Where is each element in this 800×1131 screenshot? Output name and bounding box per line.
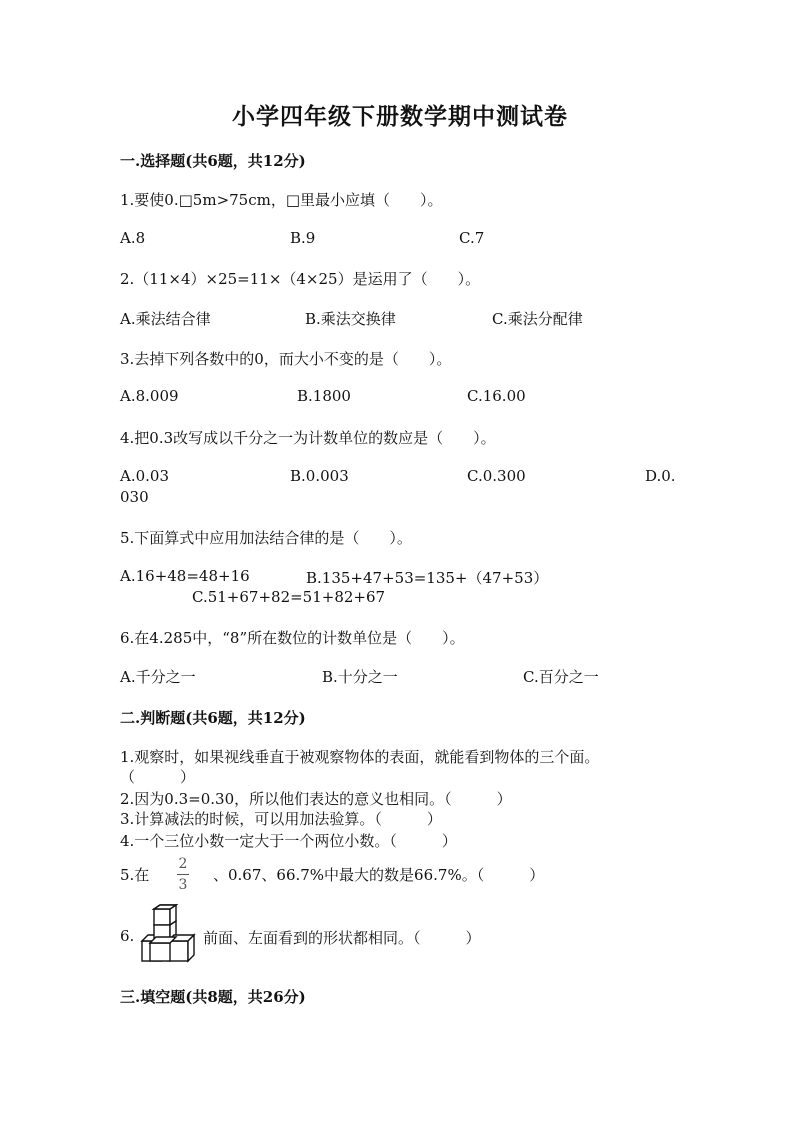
q4-option-b: B.0.003	[290, 467, 349, 485]
judge-question-5-text: 、0.67、66.7%中最大的数是66.7%。（ ）	[213, 866, 545, 884]
question-3: 3.去掉下列各数中的0，而大小不变的是（ ）。	[120, 350, 452, 368]
section-heading-fill: 三.填空题(共8题，共26分)	[120, 988, 306, 1006]
fraction-two-thirds	[176, 856, 190, 893]
question-6: 6.在4.285中，“8”所在数位的计数单位是（ ）。	[120, 629, 465, 647]
q3-option-c: C.16.00	[467, 387, 526, 405]
q6-option-a: A.千分之一	[120, 668, 196, 686]
fraction-numerator: 2	[178, 856, 188, 872]
question-1: 1.要使0.□5m>75cm，□里最小应填（ ）。	[120, 191, 443, 209]
q2-option-a: A.乘法结合律	[120, 310, 211, 328]
question-2: 2.（11×4）×25=11×（4×25）是运用了（ ）。	[120, 270, 481, 288]
fraction-bar	[177, 874, 189, 875]
q4-option-d: D.0.	[645, 467, 676, 485]
q6-option-c: C.百分之一	[523, 668, 599, 686]
judge-question-3: 3.计算减法的时候，可以用加法验算。（ ）	[120, 810, 442, 828]
question-4: 4.把0.3改写成以千分之一为计数单位的数应是（ ）。	[120, 429, 496, 447]
q5-option-c: C.51+67+82=51+82+67	[192, 588, 386, 606]
judge-question-1: 1.观察时，如果视线垂直于被观察物体的表面，就能看到物体的三个面。	[120, 748, 600, 766]
q3-option-b: B.1800	[297, 387, 351, 405]
page-title: 小学四年级下册数学期中测试卷	[232, 103, 568, 130]
judge-question-5-prefix: 5.在	[120, 866, 150, 884]
q1-option-c: C.7	[459, 229, 485, 247]
q5-option-a: A.16+48=48+16	[120, 567, 250, 585]
q1-option-a: A.8	[120, 229, 146, 247]
q2-option-b: B.乘法交换律	[305, 310, 396, 328]
fraction-denominator: 3	[178, 877, 188, 893]
section-heading-judge: 二.判断题(共6题，共12分)	[120, 709, 306, 727]
q1-option-b: B.9	[290, 229, 316, 247]
q2-option-c: C.乘法分配律	[492, 310, 583, 328]
q6-option-b: B.十分之一	[322, 668, 398, 686]
question-5: 5.下面算式中应用加法结合律的是（ ）。	[120, 529, 412, 547]
judge-question-1-bracket: （ ）	[120, 768, 196, 786]
judge-question-2: 2.因为0.3=0.30，所以他们表达的意义也相同。（ ）	[120, 790, 512, 808]
section-heading-choice: 一.选择题(共6题，共12分)	[120, 152, 306, 170]
q4-option-d-continued: 030	[120, 488, 149, 506]
judge-question-6-text: 前面、左面看到的形状都相同。（ ）	[203, 929, 481, 947]
q3-option-a: A.8.009	[120, 387, 179, 405]
judge-question-6-prefix: 6.	[120, 927, 135, 945]
q4-option-a: A.0.03	[120, 467, 169, 485]
q5-option-b: B.135+47+53=135+（47+53）	[306, 569, 549, 587]
q4-option-c: C.0.300	[467, 467, 526, 485]
judge-question-4: 4.一个三位小数一定大于一个两位小数。（ ）	[120, 832, 457, 850]
cubes-figure	[140, 903, 202, 963]
